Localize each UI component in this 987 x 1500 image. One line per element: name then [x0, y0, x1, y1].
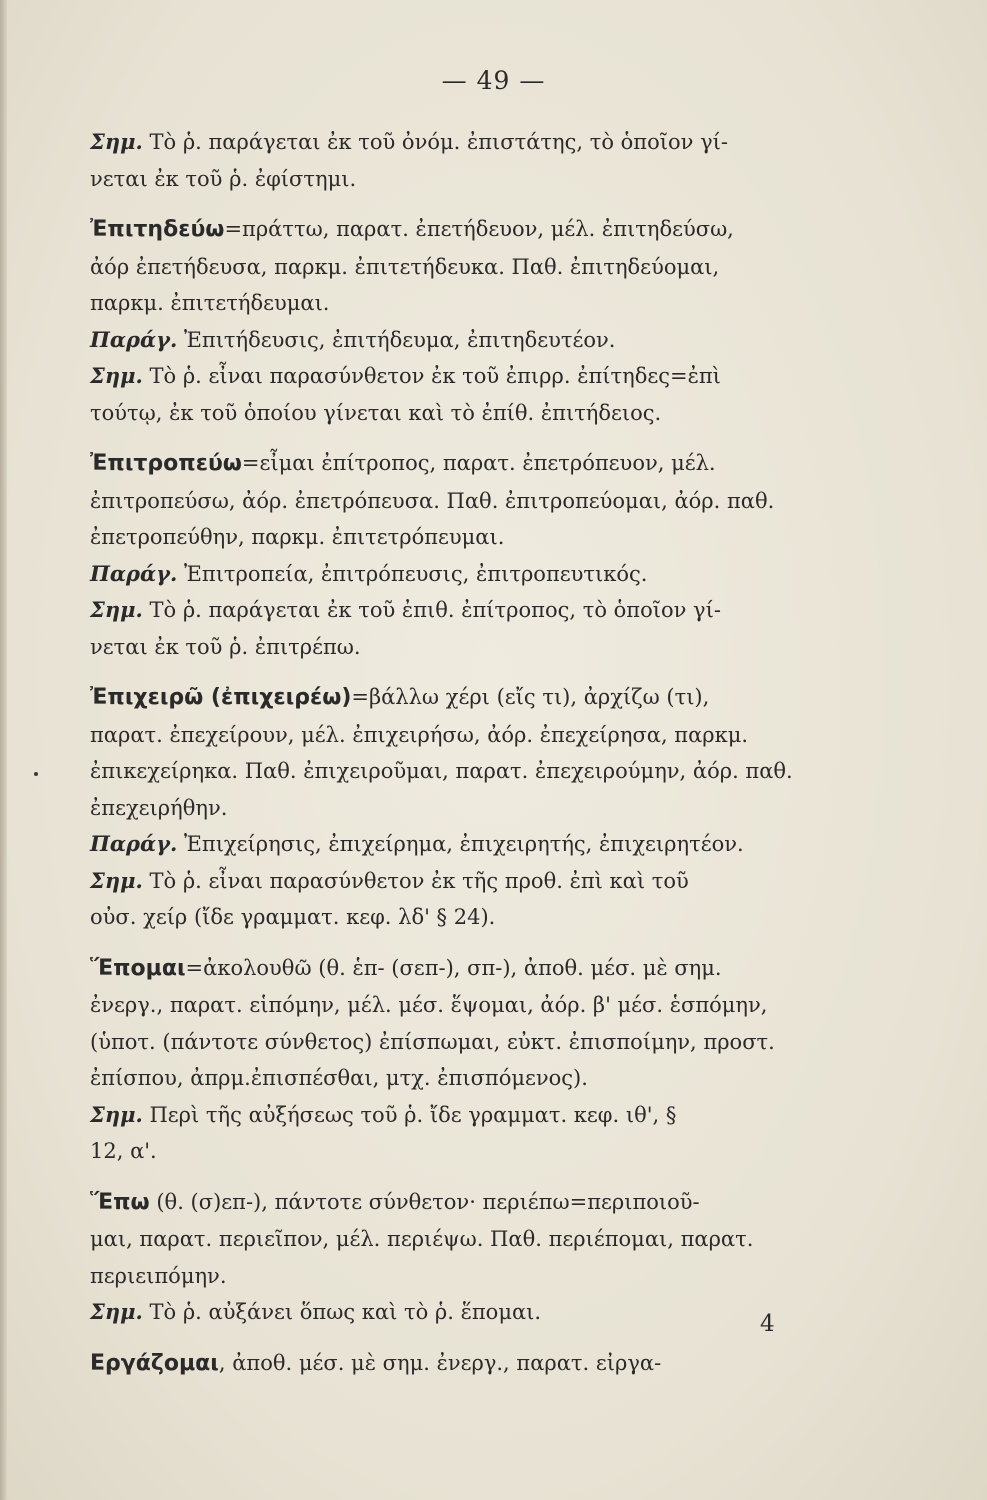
dictionary-text — [60, 124, 820, 1382]
entry-marker: Παράγ. — [90, 831, 178, 856]
entry-text: Περὶ τῆς αὐξήσεως τοῦ ῥ. ἴδε γραμματ. κεφ. ιθ', § 12, α'. — [90, 1102, 677, 1163]
entry-headword — [60, 211, 820, 322]
entry-marker: Παράγ. — [90, 560, 178, 586]
headword: Εργάζομαι — [90, 1350, 219, 1376]
entry-derivatives — [60, 322, 820, 359]
headword: Ἐπιτροπεύω — [90, 451, 242, 476]
signature-mark: 4 — [760, 1311, 775, 1337]
entry-headword — [60, 445, 820, 556]
headword: Ἐπιχειρῶ (ἐπιχειρέω) — [90, 685, 352, 710]
entry-text: Ἐπιτροπεία, ἐπιτρόπευσις, ἐπιτροπευτικός. — [177, 561, 648, 586]
entry-marker: Σημ. — [90, 867, 143, 893]
ink-speck — [34, 772, 38, 776]
entry-note — [60, 592, 820, 665]
page-number: — 49 — — [441, 66, 546, 95]
entry-headword — [60, 950, 820, 1097]
entry-marker: Σημ. — [90, 1299, 143, 1324]
entry-headword — [60, 1184, 820, 1295]
entry-text: Τὸ ῥ. παράγεται ἐκ τοῦ ὀνόμ. ἐπιστάτης, τὸ ὁποῖον γί- νεται ἐκ τοῦ ῥ. ἐφίστημι. — [90, 130, 728, 191]
entry-marker: Σημ. — [90, 363, 143, 388]
entry-text: Τὸ ῥ. εἶναι παρασύνθετον ἐκ τῆς προθ. ἐπὶ καὶ τοῦ οὐσ. χείρ (ἴδε γραμματ. κεφ. λδ' § 24). — [90, 868, 689, 929]
page-edge-shadow — [0, 0, 7, 1500]
entry-marker: Σημ. — [90, 129, 143, 154]
entry-text: Τὸ ῥ. παράγεται ἐκ τοῦ ἐπιθ. ἐπίτροπος, τὸ ὁποῖον γί- νεται ἐκ τοῦ ῥ. ἐπιτρέπω. — [90, 598, 721, 659]
entry-marker: Παράγ. — [90, 326, 178, 352]
entry-headword — [60, 679, 820, 826]
entry-marker: Σημ. — [90, 1101, 143, 1127]
entry-derivatives — [60, 826, 820, 863]
headword: Ἕπω — [90, 1189, 150, 1215]
entry-text: Τὸ ῥ. εἶναι παρασύνθετον ἐκ τοῦ ἐπιρρ. ἐπίτηδες=ἐπὶ τούτῳ, ἐκ τοῦ ὁποίου γίνεται καὶ τὸ ἐπίθ. ἐπιτήδειος. — [90, 364, 721, 425]
entry-note — [60, 1294, 820, 1331]
entry-text: =βάλλω χέρι (εἴς τι), ἀρχίζω (τι), παρατ. ἐπεχείρουν, μέλ. ἐπιχειρήσω, ἀόρ. ἐπεχείρησα, παρκμ. ἐπικεχείρηκα. Παθ. ἐπιχειροῦμαι, παρατ. ἐπεχειρούμην, ἀόρ. παθ. ἐπεχειρήθην. — [90, 685, 793, 820]
entry-note — [60, 358, 820, 431]
entry-note — [60, 1097, 820, 1170]
headword: Ἕπομαι — [90, 955, 186, 981]
entry-text: Ἐπιτήδευσις, ἐπιτήδευμα, ἐπιτηδευτέον. — [177, 327, 616, 352]
entry-headword — [60, 1345, 820, 1383]
entry-text: Ἐπιχείρησις, ἐπιχείρημα, ἐπιχειρητής, ἐπιχειρητέον. — [177, 832, 744, 856]
entry-text: =ἀκολουθῶ (θ. ἑπ- (σεπ-), σπ-), ἀποθ. μέσ. μὲ σημ. ἐνεργ., παρατ. εἱπόμην, μέλ. μέσ. ἕψομαι, ἀόρ. β' μέσ. ἑσπόμην, (ὑποτ. (πάντοτε σύνθετος) ἐπίσπωμαι, εὐκτ. ἐπισποίμην, προστ. ἐπίσπου, ἀπρμ.ἐπισπέσθαι, μτχ. ἐπισπόμενος). — [90, 955, 775, 1090]
entry-marker: Σημ. — [90, 597, 143, 622]
entry-note — [60, 863, 820, 936]
entry-derivatives — [60, 556, 820, 593]
headword: Ἐπιτηδεύω — [90, 217, 225, 242]
entry-text: =εἶμαι ἐπίτροπος, παρατ. ἐπετρόπευον, μέλ. ἐπιτροπεύσω, ἀόρ. ἐπετρόπευσα. Παθ. ἐπιτροπεύομαι, ἀόρ. παθ. ἐπετροπεύθην, παρκμ. ἐπιτετρόπευμαι. — [90, 451, 775, 549]
entry-note — [60, 124, 820, 197]
entry-text: =πράττω, παρατ. ἐπετήδευον, μέλ. ἐπιτηδεύσω, ἀόρ ἐπετήδευσα, παρκμ. ἐπιτετήδευκα. Παθ. ἐπιτηδεύομαι, παρκμ. ἐπιτετήδευμαι. — [90, 217, 734, 315]
entry-text: , ἀποθ. μέσ. μὲ σημ. ἐνεργ., παρατ. εἰργα- — [218, 1350, 662, 1375]
entry-text: (θ. (σ)επ-), πάντοτε σύνθετον· περιέπω=περιποιοῦ- μαι, παρατ. περιεῖπον, μέλ. περιέψω. Παθ. περιέπομαι, παρατ. περιειπόμην. — [90, 1189, 754, 1288]
entry-text: Τὸ ῥ. αὐξάνει ὅπως καὶ τὸ ῥ. ἕπομαι. — [142, 1300, 542, 1324]
